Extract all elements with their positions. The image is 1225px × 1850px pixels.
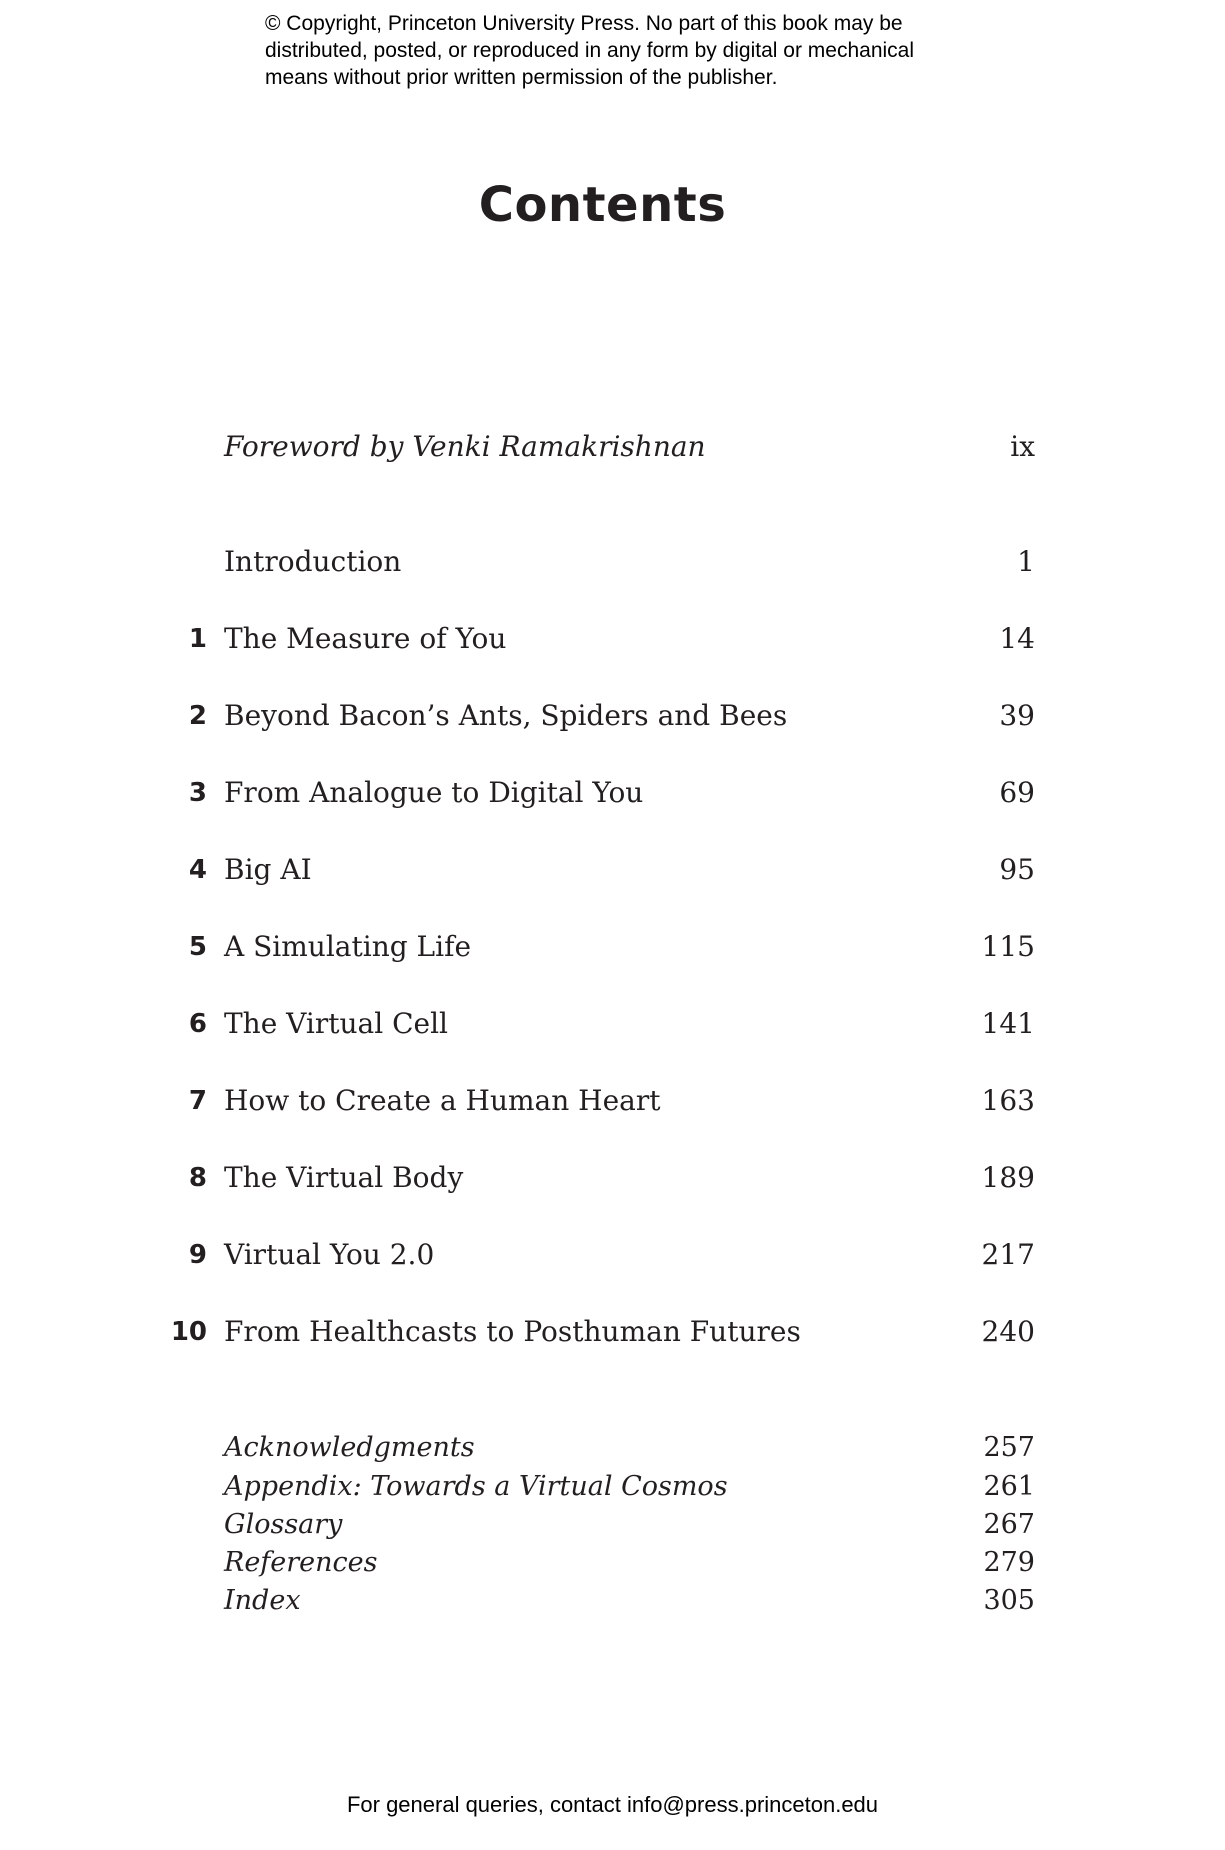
toc-chapter[interactable] bbox=[0, 619, 1225, 659]
chapter-number: 3 bbox=[188, 778, 207, 808]
copyright-line: means without prior written permission of the publisher. bbox=[265, 66, 778, 89]
chapter-page: 217 bbox=[981, 1238, 1035, 1271]
toc-entry-label: Introduction bbox=[224, 545, 402, 578]
toc-entry-introduction[interactable] bbox=[0, 542, 1225, 582]
toc-entry-foreword[interactable] bbox=[0, 427, 1225, 467]
chapter-title: The Virtual Cell bbox=[224, 1007, 448, 1040]
chapter-page: 240 bbox=[981, 1315, 1035, 1348]
back-matter-label: Acknowledgments bbox=[224, 1432, 475, 1463]
chapter-title: How to Create a Human Heart bbox=[224, 1084, 661, 1117]
chapter-number: 9 bbox=[188, 1240, 207, 1270]
toc-chapter[interactable] bbox=[0, 773, 1225, 813]
toc-back-matter-entry[interactable] bbox=[0, 1543, 1225, 1582]
chapter-title: Virtual You 2.0 bbox=[224, 1238, 435, 1271]
chapter-number: 6 bbox=[188, 1009, 207, 1039]
back-matter-label: Glossary bbox=[224, 1509, 343, 1540]
back-matter-page: 261 bbox=[983, 1471, 1035, 1502]
toc-back-matter-entry[interactable] bbox=[0, 1428, 1225, 1467]
chapter-title: The Measure of You bbox=[224, 622, 507, 655]
toc-entry-label: Foreword by Venki Ramakrishnan bbox=[224, 430, 706, 463]
chapter-page: 95 bbox=[999, 853, 1035, 886]
chapter-number: 7 bbox=[188, 1086, 207, 1116]
chapter-title: From Analogue to Digital You bbox=[224, 776, 644, 809]
toc-chapter[interactable] bbox=[0, 1312, 1225, 1352]
chapter-number: 2 bbox=[188, 701, 207, 731]
back-matter-page: 267 bbox=[983, 1509, 1035, 1540]
toc-back-matter-entry[interactable] bbox=[0, 1581, 1225, 1620]
chapter-page: 163 bbox=[981, 1084, 1035, 1117]
toc-chapter[interactable] bbox=[0, 696, 1225, 736]
footer-contact: For general queries, contact info@press.princeton.edu bbox=[346, 1792, 879, 1817]
toc-chapter[interactable] bbox=[0, 1158, 1225, 1198]
chapter-number: 4 bbox=[188, 855, 207, 885]
chapter-page: 39 bbox=[999, 699, 1035, 732]
toc-back-matter-entry[interactable] bbox=[0, 1505, 1225, 1544]
chapter-number: 5 bbox=[188, 932, 207, 962]
chapter-number: 1 bbox=[188, 624, 207, 654]
toc-chapter[interactable] bbox=[0, 1235, 1225, 1275]
back-matter-label: Appendix: Towards a Virtual Cosmos bbox=[224, 1471, 728, 1502]
copyright-line: © Copyright, Princeton University Press. No part of this book may be bbox=[265, 12, 903, 35]
chapter-title: From Healthcasts to Posthuman Futures bbox=[224, 1315, 801, 1348]
chapter-page: 141 bbox=[981, 1007, 1035, 1040]
back-matter-page: 279 bbox=[983, 1547, 1035, 1578]
chapter-number: 10 bbox=[170, 1317, 207, 1347]
chapter-title: Big AI bbox=[224, 853, 312, 886]
back-matter-page: 305 bbox=[983, 1585, 1035, 1616]
toc-chapter[interactable] bbox=[0, 850, 1225, 890]
chapter-title: The Virtual Body bbox=[224, 1161, 464, 1194]
back-matter-label: Index bbox=[224, 1585, 301, 1616]
page-title: Contents bbox=[478, 177, 727, 233]
copyright-notice bbox=[265, 10, 985, 91]
toc-chapter[interactable] bbox=[0, 1004, 1225, 1044]
chapter-page: 115 bbox=[981, 930, 1035, 963]
copyright-line: distributed, posted, or reproduced in any form by digital or mechanical bbox=[265, 39, 915, 62]
toc-entry-page: 1 bbox=[1017, 545, 1035, 578]
back-matter-page: 257 bbox=[983, 1432, 1035, 1463]
chapter-page: 69 bbox=[999, 776, 1035, 809]
chapter-number: 8 bbox=[188, 1163, 207, 1193]
toc-chapter[interactable] bbox=[0, 1081, 1225, 1121]
toc-entry-page: ix bbox=[1010, 430, 1035, 463]
chapter-page: 14 bbox=[999, 622, 1035, 655]
chapter-title: A Simulating Life bbox=[224, 930, 472, 963]
chapter-title: Beyond Bacon’s Ants, Spiders and Bees bbox=[224, 699, 788, 732]
toc-back-matter-entry[interactable] bbox=[0, 1467, 1225, 1506]
back-matter-label: References bbox=[224, 1547, 378, 1578]
chapter-page: 189 bbox=[981, 1161, 1035, 1194]
toc-chapter[interactable] bbox=[0, 927, 1225, 967]
